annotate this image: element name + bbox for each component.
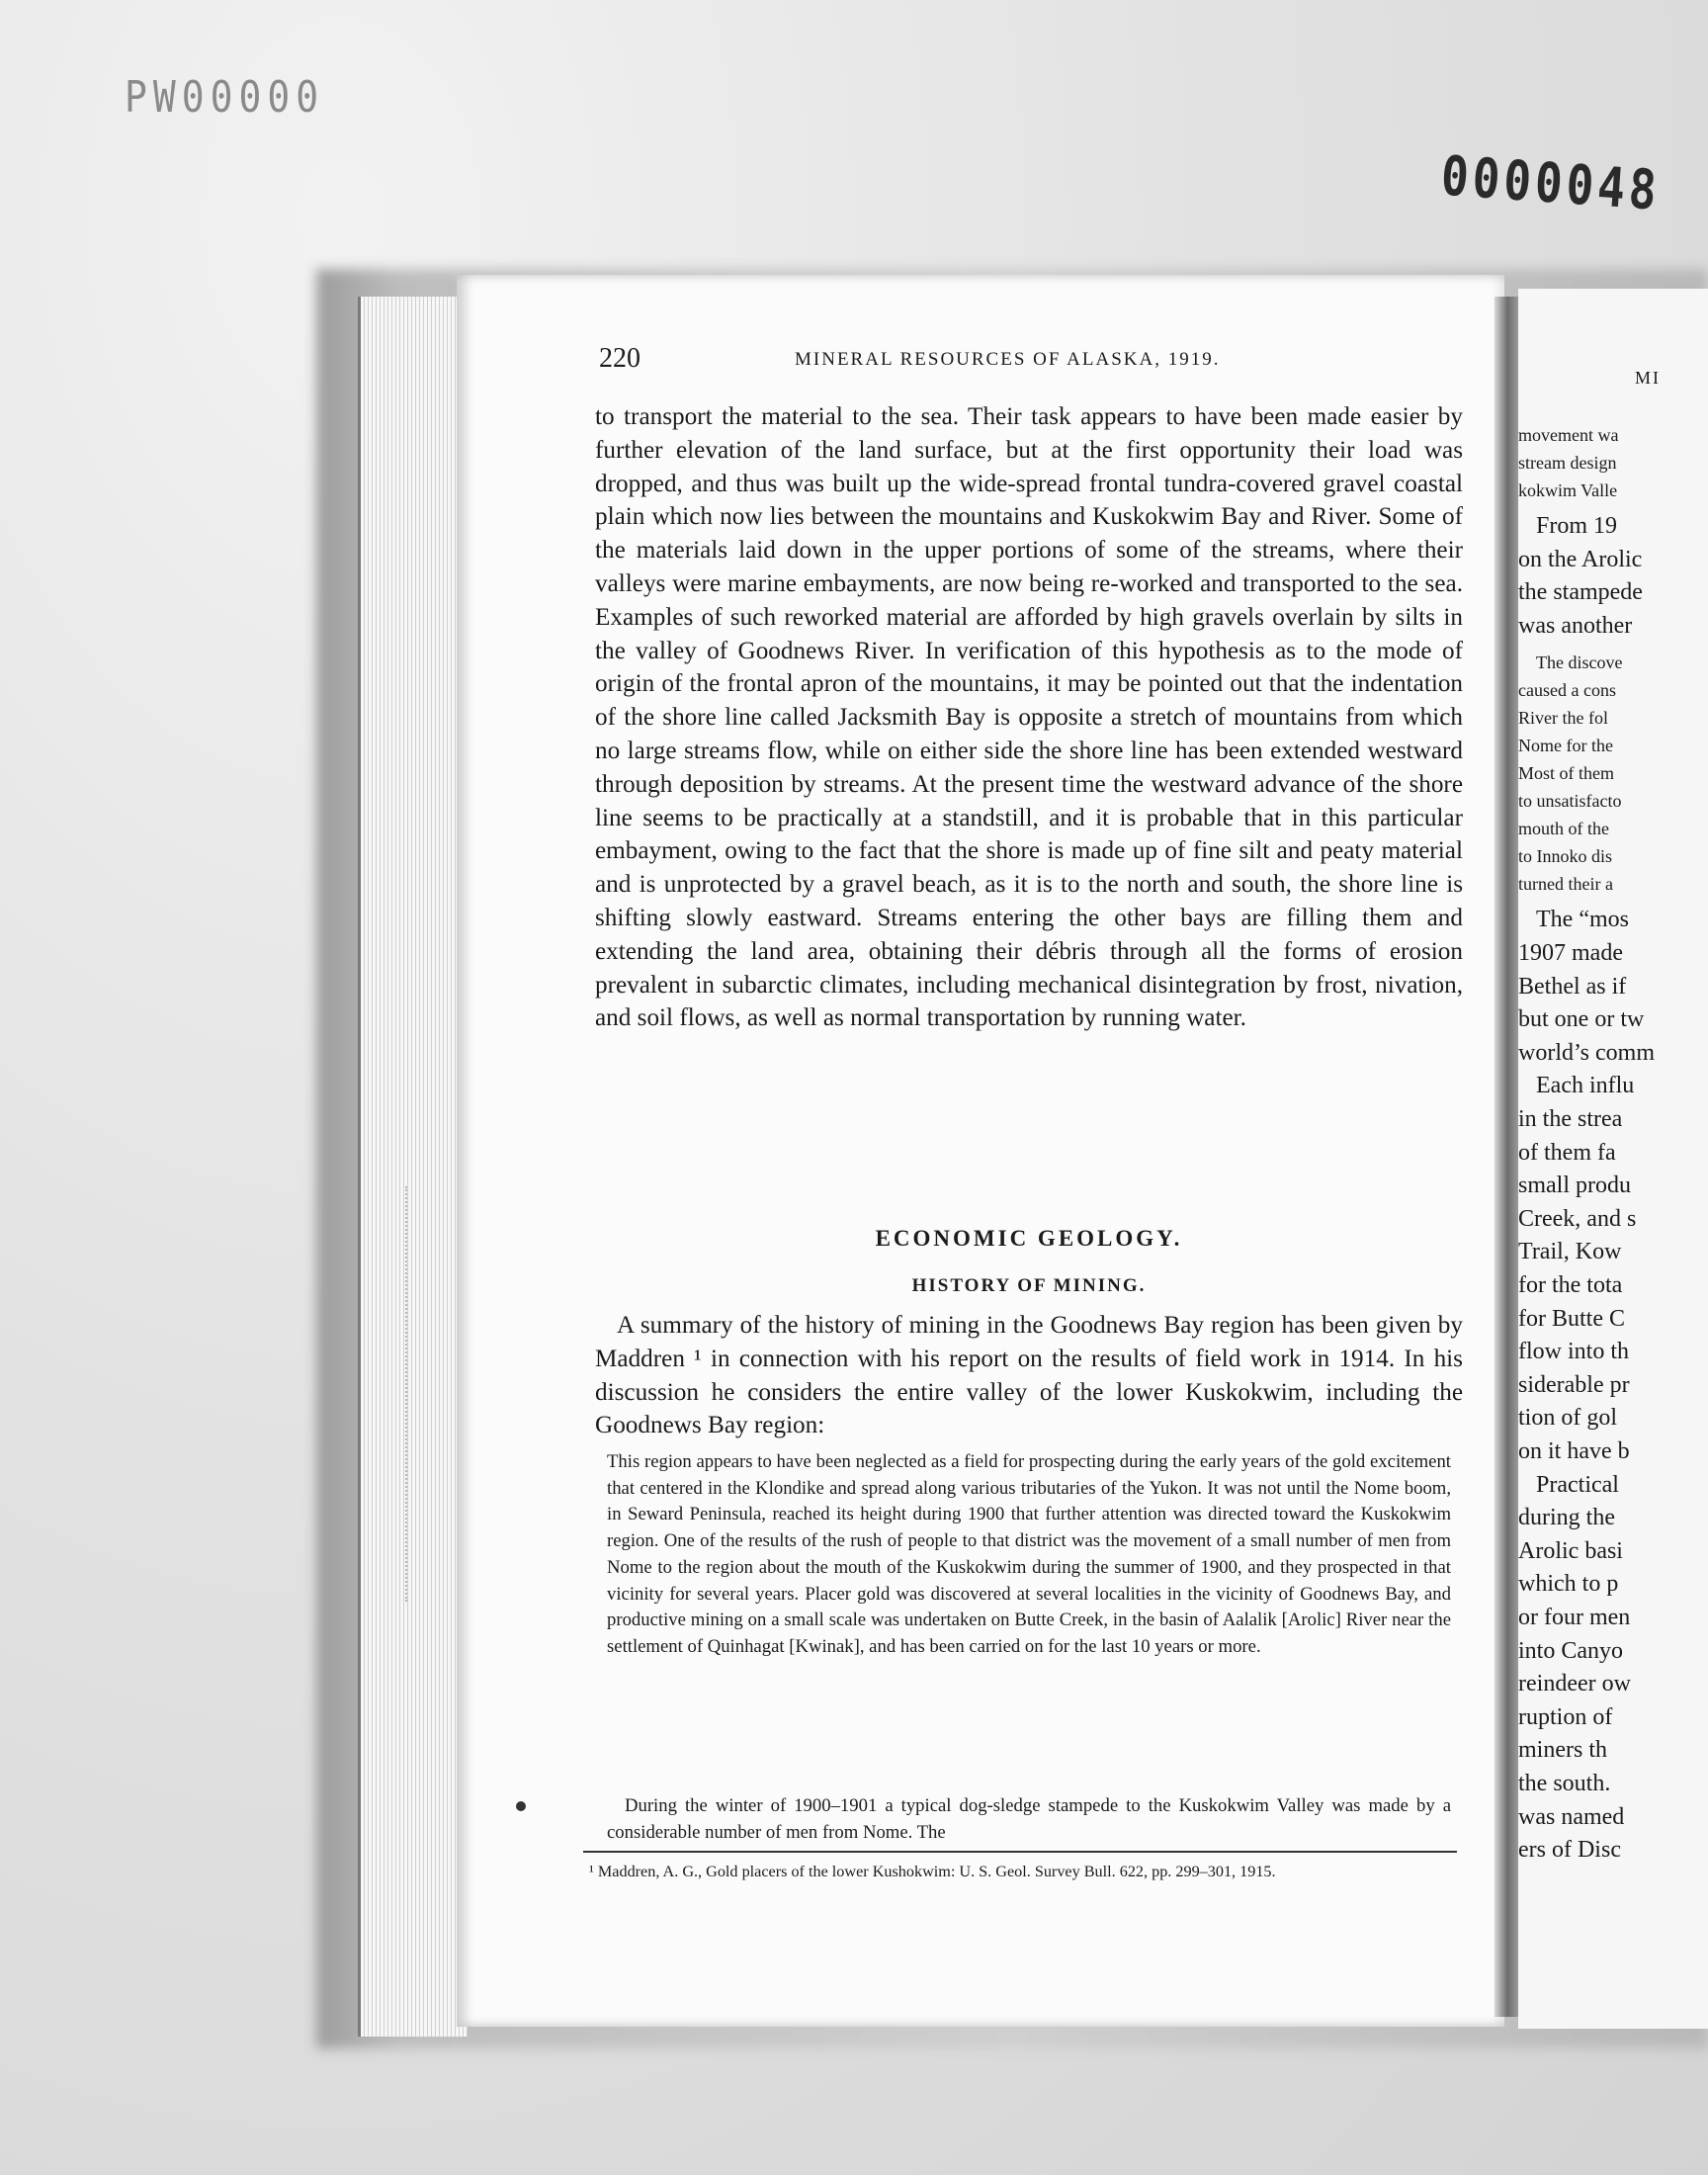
right-page-line: into Canyo <box>1518 1637 1623 1664</box>
page-edges <box>358 297 468 2037</box>
running-title: MINERAL RESOURCES OF ALASKA, 1919. <box>795 349 1221 370</box>
right-page-line: during the <box>1518 1505 1615 1531</box>
right-page-line: Bethel as if <box>1518 973 1627 1000</box>
right-page-line: Arolic basi <box>1518 1537 1623 1564</box>
right-page-line: The discove <box>1536 652 1623 673</box>
summary-paragraph <box>595 1309 1463 1442</box>
right-page-line: the stampede <box>1518 579 1643 606</box>
right-page-line: on the Arolic <box>1518 546 1643 572</box>
right-page-line: From 19 <box>1536 513 1618 539</box>
scan-speck <box>516 1801 526 1811</box>
right-page-line: The “mos <box>1536 907 1629 933</box>
right-page-line: or four men <box>1518 1605 1631 1630</box>
right-page-line: which to p <box>1518 1571 1619 1598</box>
right-page-line: caused a cons <box>1518 680 1616 701</box>
section-heading-economic-geology: ECONOMIC GEOLOGY. <box>875 1226 1183 1251</box>
quoted-paragraph-2: During the winter of 1900–1901 a typical dog-sledge stampede to the Kuskokwim Valley was made by a considerable number of men from Nome. The <box>607 1795 1451 1843</box>
right-page-line: flow into th <box>1518 1339 1629 1365</box>
stamp-top-left: PW00000 <box>125 71 325 123</box>
right-page-running-head: MI <box>1635 368 1661 388</box>
right-page-line: world’s comm <box>1518 1039 1655 1066</box>
book-gutter <box>1494 297 1518 2017</box>
stamp-top-right: 0000048 <box>1439 142 1663 223</box>
right-page-line: siderable pr <box>1518 1371 1630 1398</box>
right-page-line: in the strea <box>1518 1106 1623 1132</box>
quoted-paragraph-1: This region appears to have been neglected as a field for prospecting during the early years of the gold excitement that centered in the Klondike and spread along various tributaries of the Yukon. It was not until the Nome boom, in Seward Peninsula, reached its height during 1900 that further attention was directed toward the Kuskokwim region. One of the results of the rush of people to that district was the movement of a small number of men from Nome to the region about the mouth of the Kuskokwim during the summer of 1900, and they prospected in that vicinity for several years. Placer gold was discovered at several localities in the vicinity of Goodnews Bay, and productive mining on a small scale was undertaken on Butte Creek, in the basin of Aalalik [Arolic] River near the settlement of Quinhagat [Kwinak], and has been carried on for the last 10 years or more. <box>607 1451 1451 1657</box>
right-page-line: turned their a <box>1518 874 1613 895</box>
right-page-line: but one or tw <box>1518 1006 1645 1033</box>
footnote-rule <box>583 1851 1457 1853</box>
right-page-line: mouth of the <box>1518 819 1609 839</box>
right-page-line: River the fol <box>1518 708 1608 729</box>
right-page-line: Most of them <box>1518 763 1614 784</box>
main-paragraph-text: to transport the material to the sea. Their task appears to have been made easier by further elevation of the land surface, but at the first opportunity their load was dropped, and thus was built up the wide-spread frontal tundra-covered gravel coastal plain which now lies between the mountains and Kuskokwim Bay and River. Some of the materials laid down in the upper portions of some of the streams, where their valleys were marine embayments, are now being re-worked and transported to the sea. Examples of such reworked material are afforded by high gravels overlain by silts in the valley of Goodnews River. In verification of this hypothesis as to the mode of origin of the frontal apron of the mountains, it may be pointed out that the indentation of the shore line called Jacksmith Bay is opposite a stretch of mountains from which no large streams flow, while on either side the shore line has been extended westward through deposition by streams. At the present time the westward advance of the shore line seems to be practically at a standstill, and it is probable that in this particular embayment, owing to the fact that the shore is made up of fine silt and peaty material and is unprotected by a gravel beach, as it is to the north and south, the shore line is shifting slowly eastward. Streams entering the other bays are filling them and extending the land area, obtaining their débris through all the forms of erosion prevalent in subarctic climates, including mechanical disintegration by frost, nivation, and soil flows, as well as normal transportation by running water. <box>595 403 1463 1032</box>
right-page-line: Each influ <box>1536 1073 1635 1099</box>
right-page-line: to unsatisfacto <box>1518 791 1622 812</box>
subsection-heading-history-of-mining: HISTORY OF MINING. <box>911 1275 1147 1296</box>
footnote: ¹ Maddren, A. G., Gold placers of the lower Kushokwim: U. S. Geol. Survey Bull. 622, pp. 299–301, 1915. <box>589 1863 1276 1880</box>
right-page-line: of them fa <box>1518 1139 1616 1166</box>
right-page-line: for Butte C <box>1518 1305 1625 1332</box>
spine-marks <box>405 1186 419 1602</box>
page-number: 220 <box>599 343 640 374</box>
right-page-line: ruption of <box>1518 1703 1613 1730</box>
right-page-line: small produ <box>1518 1173 1631 1199</box>
running-head <box>599 343 1469 379</box>
right-page-line: was named <box>1518 1803 1625 1830</box>
right-page-line: Creek, and s <box>1518 1205 1637 1232</box>
right-page-line: reindeer ow <box>1518 1671 1631 1697</box>
right-page-line: the south. <box>1518 1771 1611 1796</box>
right-page-line: stream design <box>1518 453 1617 473</box>
right-page-line: kokwim Valle <box>1518 480 1618 500</box>
right-page-line: on it have b <box>1518 1438 1630 1464</box>
right-page-line: 1907 made <box>1518 940 1623 966</box>
right-page-line: tion of gol <box>1518 1405 1617 1432</box>
right-page-line: for the tota <box>1518 1272 1623 1298</box>
summary-paragraph-text: A summary of the history of mining in the Goodnews Bay region has been given by Maddren ¹ in connection with his report on the results of field work in 1914. In his discussion he considers the entire valley of the lower Kuskokwim, including the Goodnews Bay region: <box>595 1312 1463 1439</box>
right-page-line: movement wa <box>1518 425 1619 445</box>
right-page-line: to Innoko dis <box>1518 846 1613 867</box>
right-page-line: was another <box>1518 612 1633 639</box>
right-page-line: miners th <box>1518 1737 1607 1764</box>
right-page-line: Practical <box>1536 1471 1619 1498</box>
main-paragraph <box>595 400 1463 1035</box>
right-page-line: Nome for the <box>1518 736 1613 756</box>
right-page-line: Trail, Kow <box>1518 1239 1622 1265</box>
right-page-line: ers of Disc <box>1518 1837 1621 1864</box>
